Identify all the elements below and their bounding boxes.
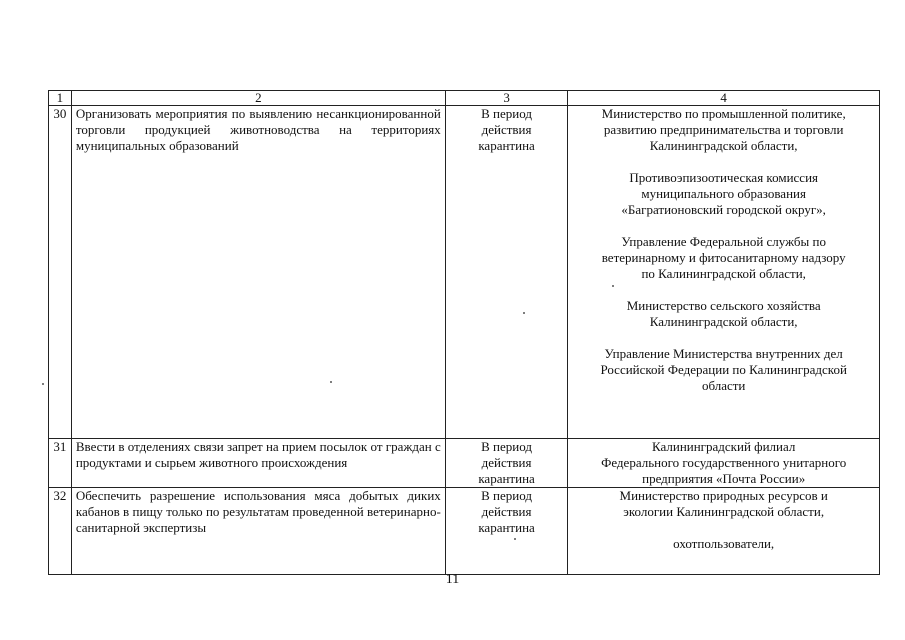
- table-row-30: [49, 106, 880, 439]
- header-col-4: 4: [568, 91, 880, 106]
- scan-speck: [523, 312, 525, 314]
- term-text: В период действия карантина: [445, 106, 568, 439]
- table-row-31: [49, 439, 880, 488]
- scan-speck: [612, 285, 614, 287]
- term-text: В период действия карантина: [445, 488, 568, 575]
- header-col-1: 1: [49, 91, 72, 106]
- responsible-cell: [568, 439, 880, 488]
- task-text: Организовать мероприятия по выявлению несанкционированной торговли продукцией животноводства на территориях муниципальных образований: [71, 106, 445, 439]
- header-col-2: 2: [71, 91, 445, 106]
- measures-table: [48, 90, 880, 575]
- table-row-32: [49, 488, 880, 575]
- table-header: [49, 91, 880, 106]
- task-text: Обеспечить разрешение использования мяса добытых диких кабанов в пищу только по результатам проведенной ветеринарно-санитарной экспертизы: [71, 488, 445, 575]
- responsible-entity: Министерство природных ресурсов и экологии Калининградской области,: [619, 488, 828, 519]
- responsible-entity: Калининградский филиал Федерального государственного унитарного предприятия «Почта России»: [601, 439, 847, 486]
- responsible-entity: Управление Министерства внутренних дел Российской Федерации по Калининградской области: [600, 346, 847, 393]
- row-number: 32: [49, 488, 72, 575]
- responsible-entity: охотпользователи,: [673, 536, 775, 551]
- responsible-entity: Управление Федеральной службы по ветеринарному и фитосанитарному надзору по Калининградской области,: [601, 234, 846, 281]
- task-text: Ввести в отделениях связи запрет на прием посылок от граждан с продуктами и сырьем животного происхождения: [71, 439, 445, 488]
- responsible-cell: [568, 106, 880, 439]
- row-number: 31: [49, 439, 72, 488]
- scan-speck: [514, 538, 516, 540]
- responsible-cell: [568, 488, 880, 575]
- responsible-entity: Министерство по промышленной политике, развитию предпринимательства и торговли Калининградской области,: [601, 106, 846, 153]
- header-col-3: 3: [445, 91, 568, 106]
- responsible-entity: Министерство сельского хозяйства Калининградской области,: [626, 298, 821, 329]
- responsible-entity: Противоэпизоотическая комиссия муниципального образования «Багратионовский городской округ»,: [621, 170, 826, 217]
- scan-speck: [330, 381, 332, 383]
- row-number: 30: [49, 106, 72, 439]
- term-text: В период действия карантина: [445, 439, 568, 488]
- scan-speck: [42, 383, 44, 385]
- page-number: 11: [445, 572, 460, 587]
